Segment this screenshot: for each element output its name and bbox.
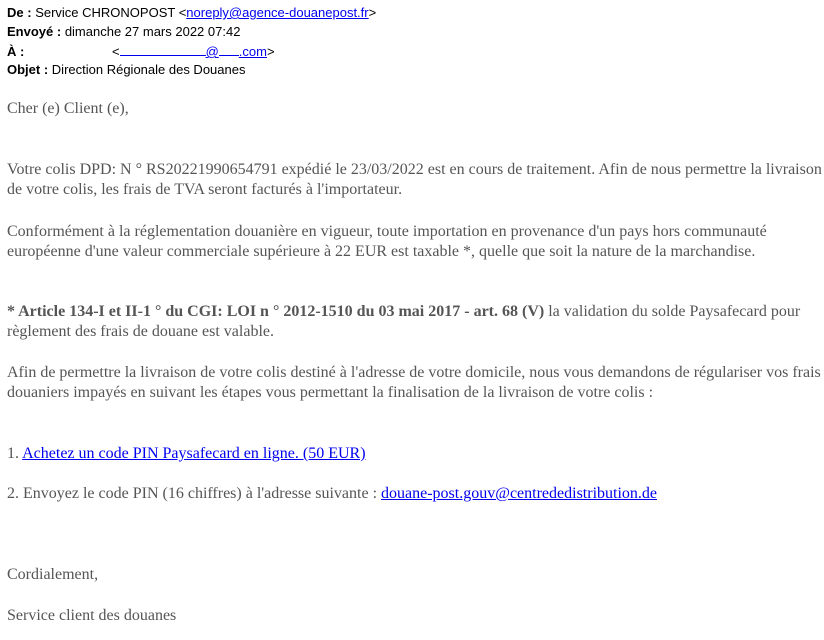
signature: Service client des douanes xyxy=(7,607,177,624)
recipient-email-link[interactable]: douane-post.gouv@centrededistribution.de xyxy=(381,485,658,502)
sent-line xyxy=(7,24,240,39)
step-1 xyxy=(7,444,822,464)
subject-label: Objet : xyxy=(7,62,49,77)
to-label: À : xyxy=(7,44,25,59)
to-redacted-domain xyxy=(219,43,239,56)
step-1-prefix: 1. xyxy=(7,445,23,462)
to-domain: .com xyxy=(238,44,267,59)
paragraph-reglementation: Conformément à la réglementation douanière en vigueur, toute importation en provenance d'un pays hors communauté européenne d'une valeur commerciale supérieure à 22 EUR est taxable *, quelle que soit la nature de la marchandise. xyxy=(7,223,767,260)
greeting: Cher (e) Client (e), xyxy=(7,100,129,117)
to-redacted-user xyxy=(120,43,206,56)
to-line xyxy=(7,43,275,59)
paysafecard-link[interactable]: Achetez un code PIN Paysafecard en ligne. (50 EUR) xyxy=(22,445,366,462)
sent-value: dimanche 27 mars 2022 07:42 xyxy=(64,24,241,39)
step-2-text: 2. Envoyez le code PIN (16 chiffres) à l'adresse suivante : xyxy=(7,485,382,502)
paragraph-instructions: Afin de permettre la livraison de votre colis destiné à l'adresse de votre domicile, nous vous demandons de régulariser vos frais douaniers impayés en suivant les étapes vous permettant la finalisation de la livraison de votre colis : xyxy=(7,364,821,401)
from-name: Service CHRONOPOST < xyxy=(35,5,187,20)
from-email-link[interactable]: noreply@agence-douanepost.fr xyxy=(186,5,369,20)
article-reference: * Article 134-I et II-1 ° du CGI: LOI n ° 2012-1510 du 03 mai 2017 - art. 68 (V) xyxy=(7,303,545,320)
paragraph-colis: Votre colis DPD: N ° RS20221990654791 expédié le 23/03/2022 est en cours de traitement. Afin de nous permettre la livraison de votre colis, les frais de TVA seront facturés à l'importateur. xyxy=(7,161,822,198)
closing: Cordialement, xyxy=(7,566,99,583)
to-email-link[interactable] xyxy=(120,44,267,59)
sent-label: Envoyé : xyxy=(7,24,62,39)
subject-value: Direction Régionale des Douanes xyxy=(51,62,246,77)
paragraph-article xyxy=(7,302,822,342)
to-open: < xyxy=(112,44,120,59)
article-text: la validation du solde Paysafecard pour règlement des frais de douane est valable. xyxy=(7,303,801,340)
step-2 xyxy=(7,484,822,504)
from-line xyxy=(7,5,376,20)
to-at: @ xyxy=(205,44,219,59)
to-close: > xyxy=(266,44,275,59)
from-close: > xyxy=(368,5,377,20)
subject-line xyxy=(7,62,245,77)
from-label: De : xyxy=(7,5,32,20)
